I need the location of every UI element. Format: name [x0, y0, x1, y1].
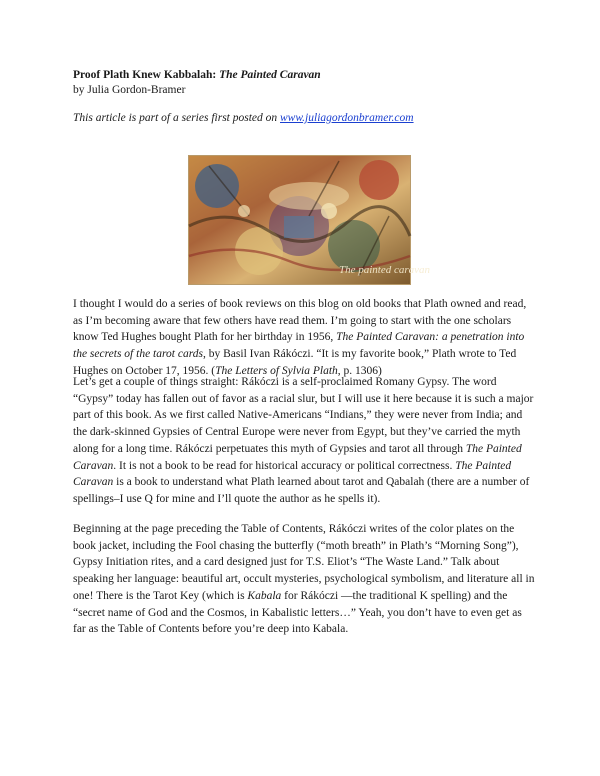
byline: by Julia Gordon-Bramer [73, 84, 186, 96]
p2-book-title-2: The Painted Caravan [73, 459, 512, 489]
title-book: The Painted Caravan [219, 69, 321, 81]
p3-kabala: Kabala [247, 589, 282, 602]
p1-text-c: , by Basil Ivan Rákóczi. “It is my favorite book,” Plath wrote to Ted Hughes on October 17, 1956. ( [73, 348, 517, 377]
series-note [73, 112, 414, 124]
p1-text-a: I thought I would do a series of book reviews on this blog on old books that Plath owned and read, as I’m becoming aware that few others have read them. I’m going to start with the one scholars know Ted Hughes bought Plath for her birthday in 1956, [73, 298, 527, 344]
p2-book-title-1: The Painted Caravan [73, 442, 522, 472]
artwork-illustration [189, 156, 431, 284]
article-title [73, 69, 321, 81]
paragraph-2 [73, 374, 535, 508]
p1-letters-title: The Letters of Sylvia Plath [215, 364, 338, 377]
paragraph-3 [73, 521, 535, 638]
p2-text-a: Let’s get a couple of things straight: Rákóczi is a self-proclaimed Romany Gypsy. The word “Gypsy” today has fallen out of favor as a racial slur, but I will use it here because it is such a major part of this book. As we first called Native-Americans “Indians,” they were never from India; and the dark-skinned Gypsies of Central Europe were never from Egypt, but they’ve carried the myth along for a long time. Rákóczi perpetuates this myth of Gypsies and tarot all through [73, 376, 534, 455]
paragraph-1 [73, 296, 535, 380]
series-note-text: This article is part of a series first posted on [73, 112, 281, 124]
p3-text-a: Beginning at the page preceding the Table of Contents, Rákóczi writes of the color plates on the book jacket, including the Fool chasing the butterfly (“moth breath” in Plath’s “Morning Song”), Gypsy Initiation rites, and a card designed just for T.S. Eliot’s “The Waste Land.” Talk about speaking her language: beautiful art, occult mysteries, psychological symbolism, and literature all in one! There is the Tarot Key (which is [73, 523, 535, 602]
p1-text-e: , p. 1306) [337, 364, 382, 377]
title-prefix: Proof Plath Knew Kabbalah: [73, 69, 220, 81]
p2-text-c: . It is not a book to be read for historical accuracy or political correctness. [113, 459, 456, 472]
p3-text-c: for Rákóczi —the traditional K spelling) and the “secret name of God and the Cosmos, in Kabalistic letters…” Yeah, you don’t have to even get as far as the Table of Contents before you’re deep into Kabala. [73, 589, 522, 636]
p2-text-e: is a book to understand what Plath learned about tarot and Qabalah (there are a number of spellings–I use Q for mine and I’ll quote the author as he spells it). [73, 476, 530, 505]
painted-caravan-artwork [188, 155, 431, 285]
p1-book-title: The Painted Caravan: a penetration into the secrets of the tarot cards [73, 331, 525, 361]
artwork-caption: The painted caravan [339, 264, 431, 276]
website-link[interactable]: www.juliagordonbramer.com [280, 112, 414, 124]
